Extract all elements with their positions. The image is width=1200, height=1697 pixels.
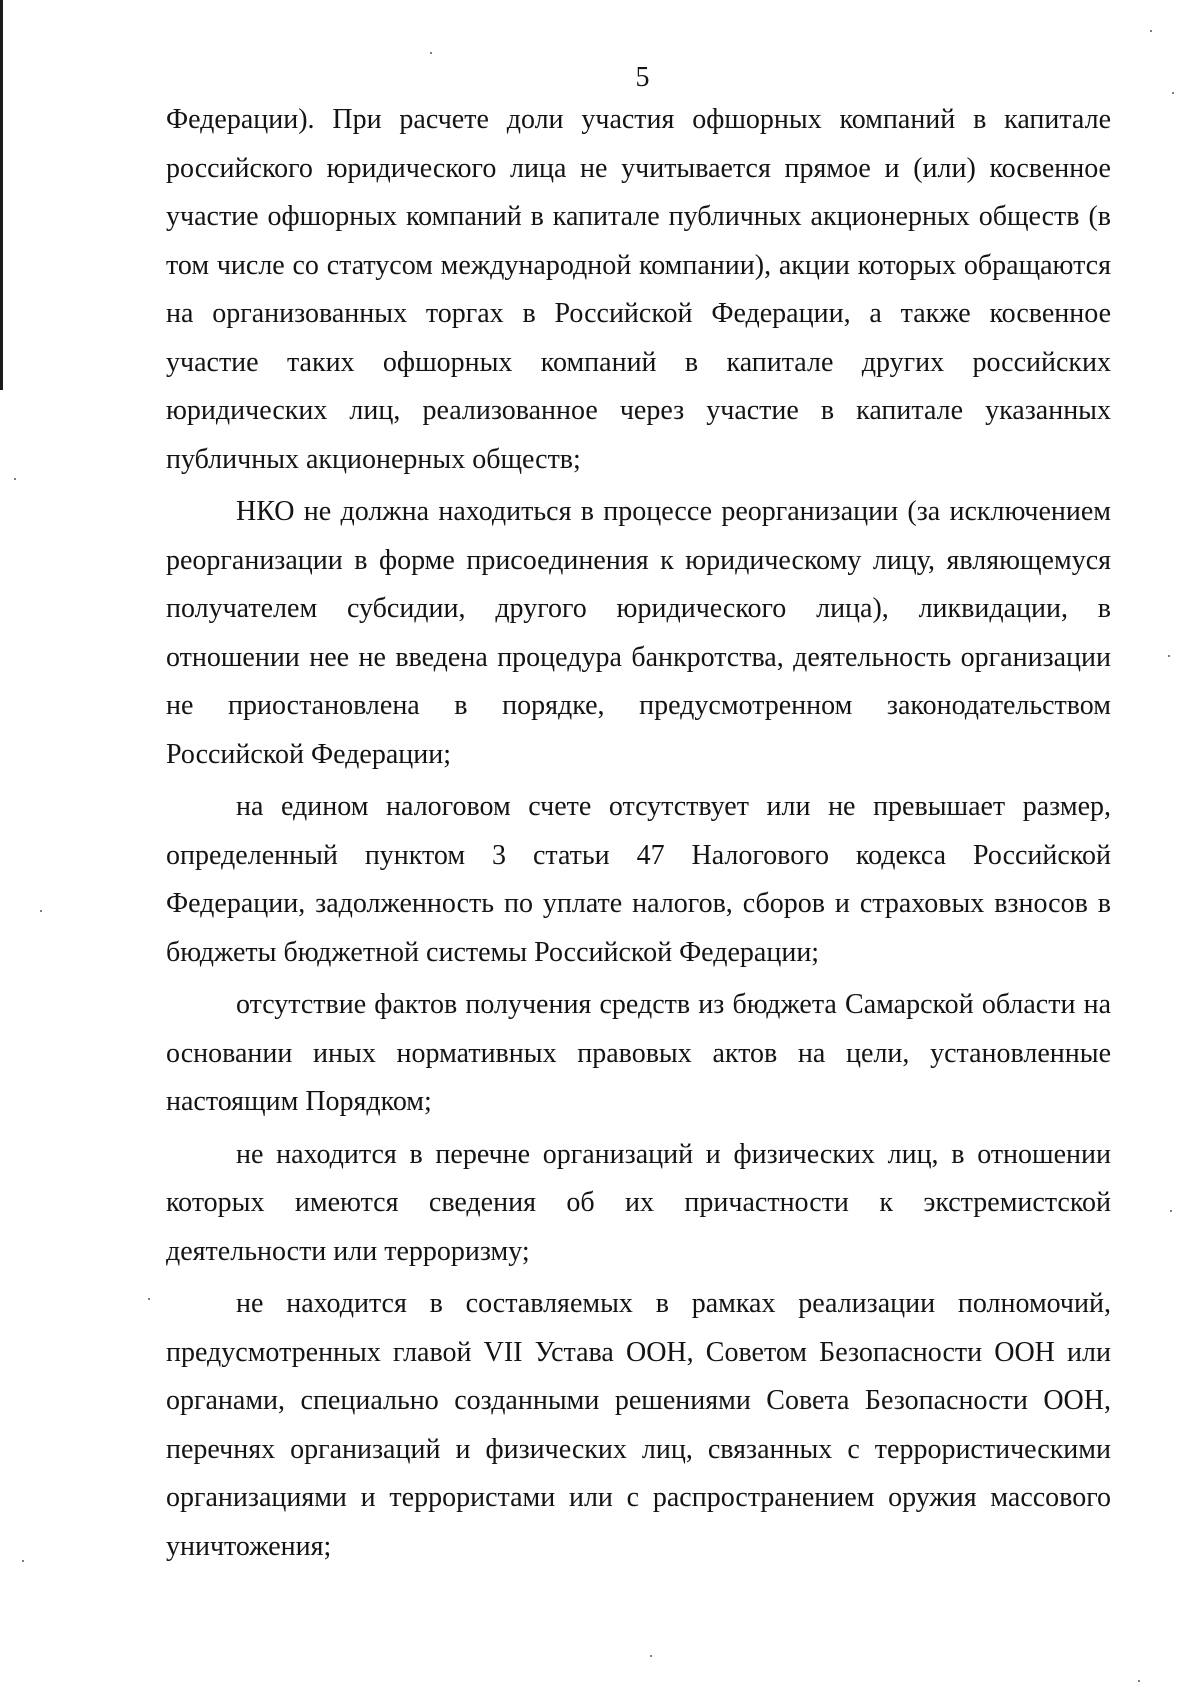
scan-speck — [1172, 92, 1174, 94]
scan-speck — [22, 1560, 24, 1562]
paragraph-reorganization: НКО не должна находиться в процессе реорганизации (за исключением реорганизации в форме присоединения к юридическому лицу, являющемуся получателем субсидии, другого юридического лица), ликвидации, в отношении нее не введена процедура банкротства, деятельность организации не приостановлена в порядке, предусмотренном законодательством Российской Федерации; — [166, 496, 1111, 770]
scan-speck — [1168, 655, 1170, 657]
paragraph-offshore-participation: Федерации). При расчете доли участия офшорных компаний в капитале российского юридического лица не учитывается прямое и (или) косвенное участие офшорных компаний в капитале публичных акционерных обществ (в том числе со статусом международной компании), акции которых обращаются на организованных торгах в Российской Федерации, а также косвенное участие таких офшорных компаний в капитале других российских юридических лиц, реализованное через участие в капитале указанных публичных акционерных обществ; — [166, 104, 1111, 475]
scan-speck — [148, 1298, 150, 1300]
paragraph-tax-debt: на едином налоговом счете отсутствует или не превышает размер, определенный пунктом 3 статьи 47 Налогового кодекса Российской Федерации, задолженность по уплате налогов, сборов и страховых взносов в бюджеты бюджетной системы Российской Федерации; — [166, 791, 1111, 968]
paragraph-un-sanctions-list: не находится в составляемых в рамках реализации полномочий, предусмотренных главой VII Устава ООН, Советом Безопасности ООН или органами, специально созданными решениями Совета Безопасности ООН, перечнях организаций и физических лиц, связанных с террористическими организациями и террористами или с распространением оружия массового уничтожения; — [166, 1288, 1111, 1562]
scan-edge-line — [0, 0, 3, 390]
page-number: 5 — [635, 62, 650, 93]
scan-speck — [40, 910, 42, 912]
scan-speck — [14, 478, 16, 480]
scan-speck — [1138, 1680, 1140, 1682]
scan-speck — [1150, 30, 1152, 32]
scan-speck — [1170, 1210, 1172, 1212]
paragraph-budget-funds: отсутствие фактов получения средств из бюджета Самарской области на основании иных нормативных правовых актов на цели, установленные настоящим Порядком; — [166, 989, 1111, 1117]
paragraph-extremism-list: не находится в перечне организаций и физических лиц, в отношении которых имеются сведения об их причастности к экстремистской деятельности или терроризму; — [166, 1138, 1111, 1267]
document-body — [166, 96, 1111, 1571]
scan-speck — [430, 52, 432, 54]
scan-speck — [650, 1655, 652, 1657]
